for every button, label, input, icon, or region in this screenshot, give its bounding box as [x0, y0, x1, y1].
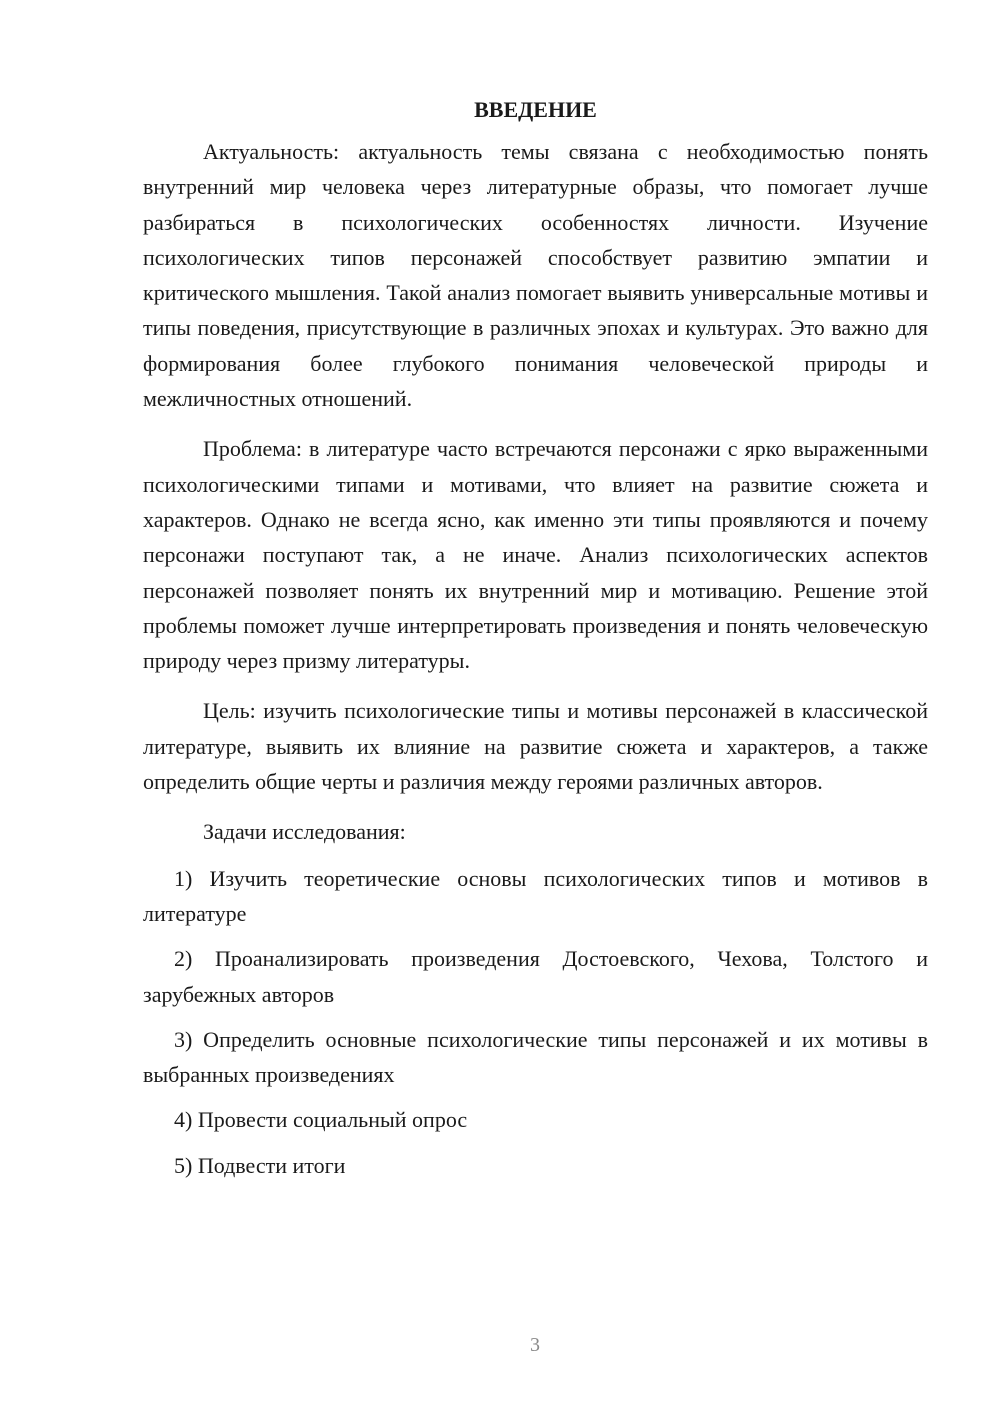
page-number: 3 [530, 1334, 540, 1356]
paragraph-problem: Проблема: в литературе часто встречаются персонажи с ярко выраженными психологическими типами и мотивами, что влияет на развитие сюжета и характеров. Однако не всегда ясно, как именно эти типы проявляются и почему персонажи поступают так, а не иначе. Анализ психологических аспектов персонажей позволяет понять их внутренний мир и мотивацию. Решение этой проблемы поможет лучше интерпретировать произведения и понять человеческую природу через призму литературы. [143, 436, 928, 674]
page-content [143, 92, 928, 1193]
tasks-heading: Задачи исследования: [203, 819, 406, 845]
task-item-1: 1) Изучить теоретические основы психологических типов и мотивов в литературе [143, 865, 928, 926]
task-item-3: 3) Определить основные психологические типы персонажей и их мотивы в выбранных произведениях [143, 1026, 928, 1088]
task-item-2: 2) Проанализировать произведения Достоевского, Чехова, Толстого и зарубежных авторов [143, 946, 928, 1007]
task-item-4: 4) Провести социальный опрос [174, 1107, 468, 1133]
paragraph-goal: Цель: изучить психологические типы и мотивы персонажей в классической литературе, выявить их влияние на развитие сюжета и характеров, а также определить общие черты и различия между героями различных авторов. [143, 698, 928, 795]
task-item-5: 5) Подвести итоги [174, 1152, 346, 1178]
paragraph-relevance: Актуальность: актуальность темы связана с необходимостью понять внутренний мир человека через литературные образы, что помогает лучше разбираться в психологических особенностях личности. Изучение психологических типов персонажей способствует развитию эмпатии и критического мышления. Такой анализ помогает выявить универсальные мотивы и типы поведения, присутствующие в различных эпохах и культурах. Это важно для формирования более глубокого понимания человеческой природы и межличностных отношений. [143, 139, 928, 412]
section-title: ВВЕДЕНИЕ [474, 97, 597, 122]
